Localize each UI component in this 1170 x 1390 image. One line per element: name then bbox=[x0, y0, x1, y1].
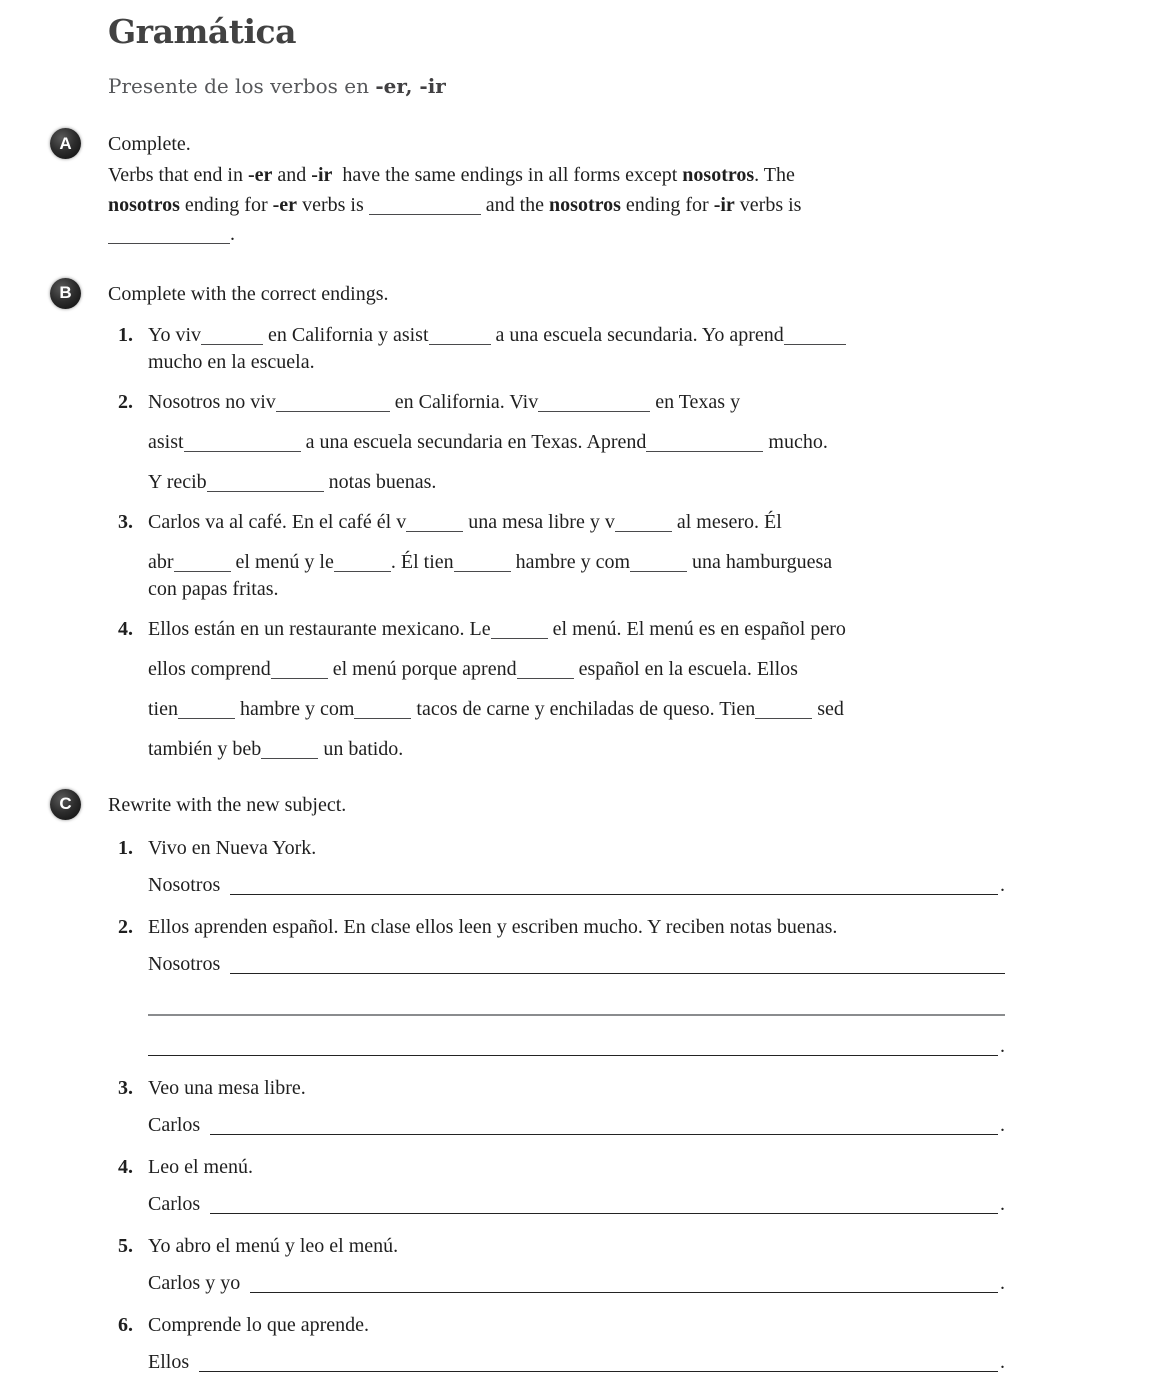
text: en Texas y bbox=[650, 390, 741, 413]
period: . bbox=[1000, 1034, 1005, 1057]
section-b-badge: B bbox=[50, 278, 81, 309]
period: . bbox=[1000, 1271, 1005, 1294]
fill-in-blank[interactable] bbox=[207, 490, 324, 492]
text: Presente de los verbos en bbox=[108, 74, 376, 98]
section-b-instruction: Complete with the correct endings. bbox=[108, 282, 389, 305]
text: ellos comprend bbox=[148, 657, 271, 680]
answer-subject-label: Carlos bbox=[148, 1192, 201, 1215]
text-line bbox=[148, 509, 1005, 536]
bold-text: nosotros bbox=[549, 193, 621, 216]
period: . bbox=[1000, 1350, 1005, 1373]
text-line bbox=[148, 1233, 1005, 1260]
text: Comprende lo que aprende. bbox=[148, 1313, 370, 1336]
text-line bbox=[148, 736, 1005, 763]
exercise-item bbox=[108, 835, 1005, 899]
text: Yo abro el menú y leo el menú. bbox=[148, 1234, 399, 1257]
answer-row bbox=[148, 1349, 1005, 1376]
item-content bbox=[148, 389, 1005, 496]
item-number: 5. bbox=[118, 1234, 133, 1257]
text: a una escuela secundaria en Texas. Aprend bbox=[300, 430, 647, 453]
text-line bbox=[148, 1312, 1005, 1339]
text: al mesero. Él bbox=[671, 510, 782, 533]
text: Veo una mesa libre. bbox=[148, 1076, 306, 1099]
section-a bbox=[59, 130, 1005, 250]
text: asist bbox=[148, 430, 184, 453]
fill-in-blank[interactable] bbox=[755, 717, 812, 719]
item-number: 1. bbox=[118, 836, 133, 859]
exercise-item bbox=[108, 389, 1005, 496]
fill-in-blank[interactable] bbox=[261, 757, 318, 759]
text: . bbox=[230, 223, 235, 245]
section-b-items bbox=[108, 322, 1005, 763]
section-b bbox=[59, 280, 1005, 763]
fill-in-blank[interactable] bbox=[354, 717, 411, 719]
answer-line[interactable] bbox=[250, 1270, 998, 1297]
text: Leo el menú. bbox=[148, 1155, 253, 1178]
fill-in-blank[interactable] bbox=[201, 343, 263, 345]
bold-text: -er bbox=[272, 193, 298, 216]
exercise-item bbox=[108, 1154, 1005, 1218]
fill-in-blank[interactable] bbox=[271, 677, 328, 679]
text: verbs is bbox=[734, 193, 802, 216]
fill-in-blank[interactable] bbox=[630, 570, 687, 572]
answer-line[interactable] bbox=[148, 1033, 998, 1060]
text-line bbox=[148, 322, 1005, 349]
text: have the same endings in all forms except bbox=[332, 164, 683, 186]
item-content bbox=[148, 1075, 1005, 1139]
text: con papas fritas. bbox=[148, 577, 279, 600]
exercise-item bbox=[108, 1312, 1005, 1376]
answer-line[interactable] bbox=[230, 872, 998, 899]
section-c bbox=[59, 791, 1005, 1376]
text: ending for bbox=[179, 193, 273, 216]
item-number: 1. bbox=[118, 323, 133, 346]
text-line bbox=[148, 349, 1005, 376]
answer-row bbox=[148, 992, 1005, 1019]
text-line bbox=[148, 914, 1005, 941]
text-line bbox=[148, 469, 1005, 496]
text: tien bbox=[148, 697, 178, 720]
text-line bbox=[108, 161, 1005, 191]
answer-line[interactable] bbox=[230, 951, 1005, 978]
fill-in-blank[interactable] bbox=[454, 570, 511, 572]
period: . bbox=[1000, 1113, 1005, 1136]
answer-line[interactable] bbox=[210, 1191, 998, 1218]
exercise-item bbox=[108, 914, 1005, 1060]
exercise-item bbox=[108, 1233, 1005, 1297]
bold-text: -er, -ir bbox=[375, 74, 446, 98]
answer-subject-label: Nosotros bbox=[148, 952, 221, 975]
text: Verbs that end in bbox=[108, 164, 248, 186]
section-a-body bbox=[108, 161, 1005, 250]
page-title: Gramática bbox=[108, 12, 297, 51]
fill-in-blank[interactable] bbox=[369, 213, 481, 215]
period: . bbox=[1000, 1192, 1005, 1215]
text: and bbox=[272, 164, 312, 186]
fill-in-blank[interactable] bbox=[538, 410, 650, 412]
text: Ellos aprenden español. En clase ellos leen y escriben mucho. Y reciben notas buenas. bbox=[148, 915, 838, 938]
text: una mesa libre y v bbox=[463, 510, 615, 533]
text-line bbox=[108, 220, 1005, 250]
answer-row bbox=[148, 1191, 1005, 1218]
text: el menú. El menú es en español pero bbox=[547, 617, 846, 640]
text: Carlos va al café. En el café él v bbox=[148, 510, 407, 533]
text: and the bbox=[480, 193, 550, 216]
text: hambre y com bbox=[235, 697, 355, 720]
fill-in-blank[interactable] bbox=[108, 242, 230, 244]
fill-in-blank[interactable] bbox=[615, 530, 672, 532]
text: español en la escuela. Ellos bbox=[573, 657, 798, 680]
text: Y recib bbox=[148, 470, 207, 493]
answer-line[interactable] bbox=[148, 992, 1005, 1019]
answer-line[interactable] bbox=[199, 1349, 998, 1376]
fill-in-blank[interactable] bbox=[174, 570, 231, 572]
item-content bbox=[148, 509, 1005, 603]
answer-line[interactable] bbox=[210, 1112, 998, 1139]
text: sed bbox=[812, 697, 844, 720]
fill-in-blank[interactable] bbox=[334, 570, 391, 572]
text: a una escuela secundaria. Yo aprend bbox=[490, 323, 784, 346]
item-number: 6. bbox=[118, 1313, 133, 1336]
exercise-item bbox=[108, 1075, 1005, 1139]
text: . Él tien bbox=[390, 550, 454, 573]
fill-in-blank[interactable] bbox=[517, 677, 574, 679]
text: Yo viv bbox=[148, 323, 201, 346]
answer-row bbox=[148, 1270, 1005, 1297]
text: notas buenas. bbox=[323, 470, 437, 493]
text-line bbox=[148, 429, 1005, 456]
text: abr bbox=[148, 550, 174, 573]
fill-in-blank[interactable] bbox=[276, 410, 390, 412]
section-c-instruction: Rewrite with the new subject. bbox=[108, 793, 347, 816]
item-content bbox=[148, 1154, 1005, 1218]
item-content bbox=[148, 1312, 1005, 1376]
bold-text: -er bbox=[247, 164, 273, 186]
text: un batido. bbox=[318, 737, 404, 760]
item-content bbox=[148, 1233, 1005, 1297]
fill-in-blank[interactable] bbox=[429, 343, 491, 345]
period: . bbox=[1000, 873, 1005, 896]
text-line bbox=[148, 656, 1005, 683]
text-line bbox=[108, 191, 1005, 221]
answer-subject-label: Ellos bbox=[148, 1350, 190, 1373]
answer-subject-label: Nosotros bbox=[148, 873, 221, 896]
page-subtitle bbox=[108, 72, 1005, 100]
answer-subject-label: Carlos bbox=[148, 1113, 201, 1136]
text-line bbox=[148, 1154, 1005, 1181]
exercise-item bbox=[108, 509, 1005, 603]
section-a-instruction: Complete. bbox=[108, 133, 191, 155]
fill-in-blank[interactable] bbox=[491, 637, 548, 639]
text-line bbox=[148, 1075, 1005, 1102]
item-content bbox=[148, 914, 1005, 1060]
text: ending for bbox=[620, 193, 714, 216]
text: también y beb bbox=[148, 737, 262, 760]
item-number: 2. bbox=[118, 390, 133, 413]
text: tacos de carne y enchiladas de queso. Tien bbox=[411, 697, 756, 720]
answer-row bbox=[148, 872, 1005, 899]
text: en California. Viv bbox=[389, 390, 539, 413]
text-line bbox=[148, 389, 1005, 416]
text-line bbox=[148, 696, 1005, 723]
text-line bbox=[148, 835, 1005, 862]
text: . The bbox=[754, 164, 795, 186]
answer-row bbox=[148, 1112, 1005, 1139]
text: Ellos están en un restaurante mexicano. Le bbox=[148, 617, 491, 640]
answer-row bbox=[148, 1033, 1005, 1060]
text: mucho. bbox=[763, 430, 828, 453]
item-number: 3. bbox=[118, 1076, 133, 1099]
fill-in-blank[interactable] bbox=[646, 450, 763, 452]
fill-in-blank[interactable] bbox=[406, 530, 463, 532]
text: en California y asist bbox=[263, 323, 429, 346]
item-content bbox=[148, 322, 1005, 376]
text-line bbox=[148, 549, 1005, 576]
fill-in-blank[interactable] bbox=[184, 450, 301, 452]
item-content bbox=[148, 835, 1005, 899]
bold-text: nosotros bbox=[682, 164, 755, 186]
bold-text: nosotros bbox=[108, 193, 180, 216]
text: una hamburguesa bbox=[687, 550, 833, 573]
item-number: 4. bbox=[118, 617, 133, 640]
text: el menú porque aprend bbox=[327, 657, 517, 680]
section-c-items bbox=[108, 835, 1005, 1376]
item-number: 2. bbox=[118, 915, 133, 938]
fill-in-blank[interactable] bbox=[784, 343, 846, 345]
text: mucho en la escuela. bbox=[148, 350, 315, 373]
answer-subject-label: Carlos y yo bbox=[148, 1271, 241, 1294]
text: Nosotros no viv bbox=[148, 390, 276, 413]
item-number: 3. bbox=[118, 510, 133, 533]
text: el menú y le bbox=[230, 550, 334, 573]
bold-text: -ir bbox=[713, 193, 735, 216]
text: hambre y com bbox=[510, 550, 631, 573]
section-a-badge: A bbox=[50, 128, 81, 159]
text: Vivo en Nueva York. bbox=[148, 836, 317, 859]
text-line bbox=[148, 616, 1005, 643]
exercise-item bbox=[108, 322, 1005, 376]
text: verbs is bbox=[297, 193, 369, 216]
answer-row bbox=[148, 951, 1005, 978]
bold-text: -ir bbox=[311, 164, 333, 186]
text-line bbox=[148, 576, 1005, 603]
fill-in-blank[interactable] bbox=[178, 717, 235, 719]
item-content bbox=[148, 616, 1005, 763]
item-number: 4. bbox=[118, 1155, 133, 1178]
section-c-badge: C bbox=[50, 789, 81, 820]
exercise-item bbox=[108, 616, 1005, 763]
